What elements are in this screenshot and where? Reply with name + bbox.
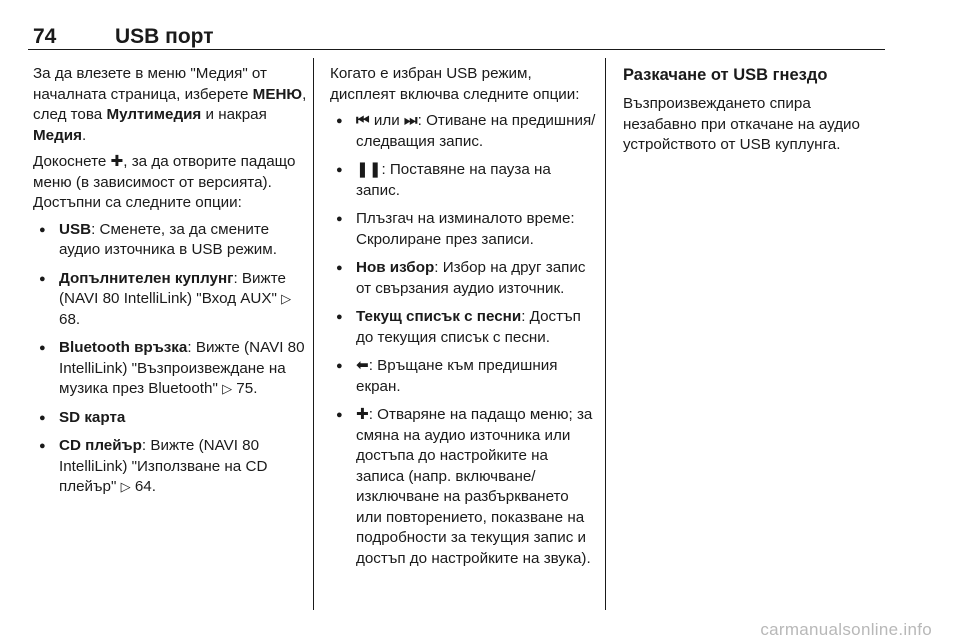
header-divider — [28, 49, 885, 50]
usb-disconnect-text: Възпроизвеждането спира незабавно при откачане на аудио устройството от USB куплунга. — [623, 95, 860, 153]
usb-mode-intro: Когато е избран USB режим, дисплеят включва следните опции: — [330, 65, 580, 103]
plus-icon: ✚ — [356, 406, 369, 423]
pause-icon: ❚❚ — [356, 161, 382, 178]
column-1 — [33, 64, 307, 506]
list-item: ● Допълнителен куплунг: Вижте (NAVI 80 IntelliLink) "Вход AUX" ▷ 68. — [33, 269, 307, 331]
column-divider-1 — [313, 58, 314, 610]
page-ref-icon: ▷ — [281, 291, 292, 306]
page-title: USB порт — [115, 25, 214, 48]
list-item: ● ❚❚: Поставяне на пауза на запис. — [330, 160, 598, 201]
watermark: carmanualsonline.info — [760, 620, 932, 639]
previous-track-icon: ⏮ — [356, 112, 370, 129]
back-arrow-icon: ⬅ — [356, 357, 369, 374]
list-item: ● ✚: Отваряне на падащо меню; за смяна на аудио източника или достъпа до настройките на записа (напр. включване/изключване на разбъркването или повторението, показване на подробности за текущия запис и достъп до настройките на звука). — [330, 405, 598, 569]
touch-menu-paragraph: Докоснете ✚, за да отворите падащо меню (в зависимост от версията). Достъпни са следните опции: — [33, 153, 296, 211]
list-item: ● Нов избор: Избор на друг запис от свързания аудио източник. — [330, 258, 598, 299]
usb-options-list — [330, 111, 598, 569]
plus-icon: ✚ — [110, 153, 124, 170]
source-options-list — [33, 220, 307, 498]
list-item: ● ⏮ или ⏭: Отиване на предишния/следващия запис. — [330, 111, 598, 152]
list-item: ● USB: Сменете, за да смените аудио източника в USB режим. — [33, 220, 307, 261]
list-item: ● Bluetooth връзка: Вижте (NAVI 80 IntelliLink) "Възпроизвеждане на музика през Bluetooth" ▷ 75. — [33, 338, 307, 400]
list-item: ● CD плейър: Вижте (NAVI 80 IntelliLink) "Използване на CD плейър" ▷ 64. — [33, 436, 307, 498]
page-number: 74 — [33, 25, 57, 48]
page-ref-icon: ▷ — [222, 381, 233, 396]
usb-disconnect-heading: Разкачане от USB гнездо — [623, 66, 828, 84]
list-item: ● Плъзгач на изминалото време: Скролиране през записи. — [330, 209, 598, 250]
next-track-icon: ⏭ — [403, 112, 418, 129]
column-2 — [330, 64, 598, 577]
page-header — [0, 0, 960, 50]
column-3 — [623, 64, 888, 162]
page-ref-icon: ▷ — [120, 479, 131, 494]
media-intro-paragraph: За да влезете в меню "Медия" от началната страница, изберете МЕНЮ, след това Мултимедия и накрая Медия. — [33, 65, 307, 144]
list-item: ● Текущ списък с песни: Достъп до текущия списък с песни. — [330, 307, 598, 348]
list-item: ● SD карта — [33, 408, 307, 429]
column-divider-2 — [605, 58, 606, 610]
list-item: ● ⬅: Връщане към предишния екран. — [330, 356, 598, 397]
